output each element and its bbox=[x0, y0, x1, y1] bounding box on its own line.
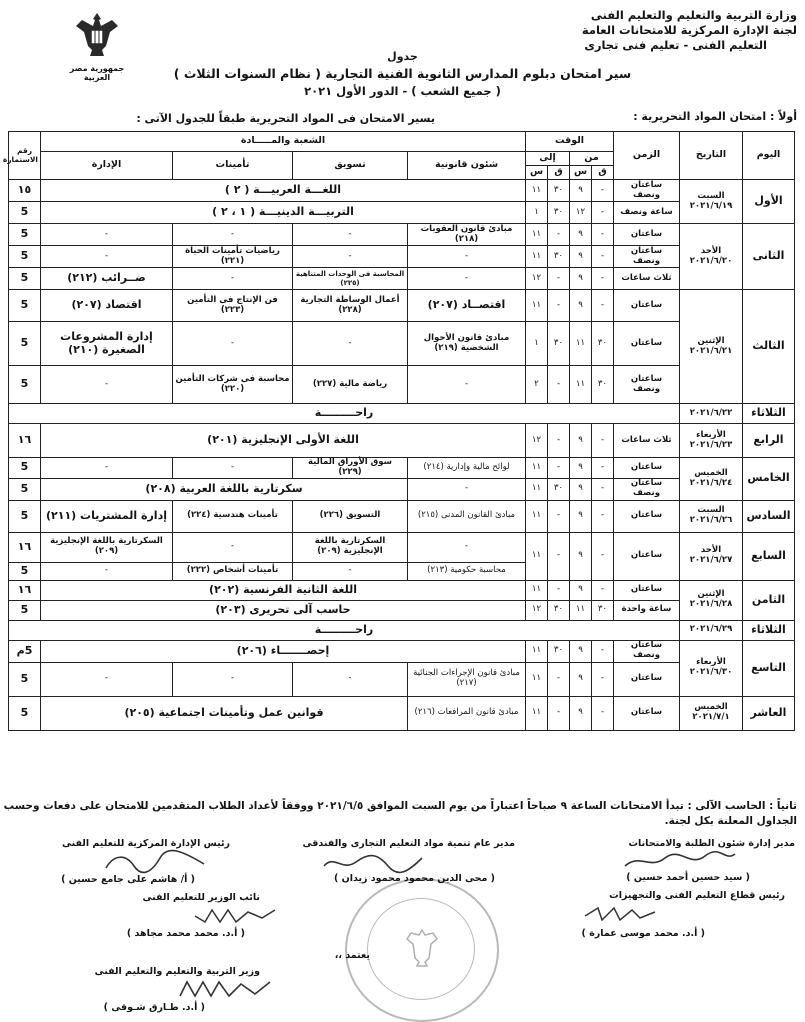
ministry-line2: لجنة الإدارة المركزية للامتحانات العامة bbox=[581, 23, 797, 37]
date-cell: السبت ٢٠٢١/٦/٢٦ bbox=[680, 500, 743, 532]
header-to: إلى bbox=[526, 152, 570, 166]
table-row bbox=[9, 290, 795, 322]
legal-cell: - bbox=[408, 268, 526, 290]
signature-scribble-6 bbox=[175, 976, 275, 1002]
admin-cell: إدارة المشروعات الصغيرة (٢١٠) bbox=[41, 322, 173, 366]
date-cell: الإثنين ٢٠٢١/٦/٢٨ bbox=[680, 580, 743, 620]
header-from-hour: س bbox=[570, 166, 592, 180]
table-row bbox=[9, 404, 795, 424]
header-lists: رقم الاستمارة bbox=[9, 132, 41, 180]
from-hour-cell: ٩ bbox=[570, 580, 592, 600]
signature-scribble-3 bbox=[100, 848, 210, 874]
duration-cell: ساعة واحدة bbox=[614, 600, 680, 620]
to-min-cell: ٣٠ bbox=[548, 246, 570, 268]
to-hour-cell: ١١ bbox=[526, 458, 548, 479]
ministry-line3: التعليم الفنى - تعليم فنى تجارى bbox=[584, 38, 767, 52]
marketing-cell: سوق الأوراق المالية (٢٢٩) bbox=[293, 458, 408, 479]
to-min-cell: ٣٠ bbox=[548, 478, 570, 500]
table-row bbox=[9, 620, 795, 640]
subject-cell: إحصـــــــاء (٢٠٦) bbox=[41, 640, 526, 662]
to-min-cell: - bbox=[548, 366, 570, 404]
admin-cell: - bbox=[41, 458, 173, 479]
from-hour-cell: ١١ bbox=[570, 366, 592, 404]
to-min-cell: ٣٠ bbox=[548, 322, 570, 366]
insurance-cell: - bbox=[173, 268, 293, 290]
subject-cell: اللغـــة العربيـــة ( ٢ ) bbox=[41, 180, 526, 202]
legal-cell: - bbox=[408, 246, 526, 268]
to-hour-cell: ٢ bbox=[526, 366, 548, 404]
from-min-cell: - bbox=[592, 268, 614, 290]
to-min-cell: - bbox=[548, 662, 570, 696]
day-cell: الخامس bbox=[743, 458, 795, 501]
insurance-cell: تأمينات هندسية (٢٢٤) bbox=[173, 500, 293, 532]
to-min-cell: ٣٠ bbox=[548, 180, 570, 202]
admin-cell: - bbox=[41, 562, 173, 580]
subject-cell: اللغة الثانية الفرنسية (٢٠٢) bbox=[41, 580, 526, 600]
from-hour-cell: ٩ bbox=[570, 268, 592, 290]
header-admin: الإدارة bbox=[41, 152, 173, 180]
admin-cell: - bbox=[41, 662, 173, 696]
marketing-cell: - bbox=[293, 246, 408, 268]
date-cell: الأربعاء ٢٠٢١/٦/٢٣ bbox=[680, 424, 743, 458]
insurance-cell: - bbox=[173, 532, 293, 562]
to-hour-cell: ١١ bbox=[526, 580, 548, 600]
list-cell: 5 bbox=[9, 478, 41, 500]
header-day: اليوم bbox=[743, 132, 795, 180]
legal-cell: - bbox=[408, 366, 526, 404]
to-min-cell: - bbox=[548, 696, 570, 730]
list-cell: ١٦ bbox=[9, 424, 41, 458]
to-min-cell: ٣٠ bbox=[548, 202, 570, 224]
subject-cell: حاسب آلى تحريرى (٢٠٣) bbox=[41, 600, 526, 620]
list-cell: ١٥ bbox=[9, 180, 41, 202]
from-hour-cell: ٩ bbox=[570, 424, 592, 458]
header-from-min: ق bbox=[592, 166, 614, 180]
duration-cell: ساعتان bbox=[614, 500, 680, 532]
legal-cell: مبادئ قانون الإجراءات الجنائية (٢١٧) bbox=[408, 662, 526, 696]
day-cell: الثلاثاء bbox=[743, 620, 795, 640]
from-hour-cell: ٩ bbox=[570, 478, 592, 500]
duration-cell: ساعتان bbox=[614, 696, 680, 730]
to-hour-cell: ١١ bbox=[526, 290, 548, 322]
duration-cell: ثلاث ساعات bbox=[614, 268, 680, 290]
seal-eagle-icon bbox=[405, 928, 439, 968]
signature-title-4: رئيس قطاع التعليم الفنى والتجهيزات bbox=[609, 890, 785, 901]
day-cell: الثانى bbox=[743, 224, 795, 290]
emblem-caption: جمهورية مصر العربية bbox=[69, 64, 125, 82]
list-cell: 5 bbox=[9, 662, 41, 696]
day-cell: التاسع bbox=[743, 640, 795, 696]
to-hour-cell: ١ bbox=[526, 202, 548, 224]
list-cell: 5م bbox=[9, 640, 41, 662]
footer-note-line2: الجداول المعلنة بكل لجنة. bbox=[664, 815, 797, 827]
subject-cell: سكرتارية باللغة العربية (٢٠٨) bbox=[41, 478, 408, 500]
list-cell: 5 bbox=[9, 500, 41, 532]
duration-cell: ساعتان bbox=[614, 662, 680, 696]
legal-cell: اقتصــاد (٢٠٧) bbox=[408, 290, 526, 322]
list-cell: 5 bbox=[9, 224, 41, 246]
day-cell: العاشر bbox=[743, 696, 795, 730]
duration-cell: ساعة ونصف bbox=[614, 202, 680, 224]
table-row bbox=[9, 180, 795, 202]
table-row bbox=[9, 246, 795, 268]
title-main: سير امتحان دبلوم المدارس الثانوية الفنية التجارية ( نظام السنوات الثلاث ) bbox=[173, 66, 632, 81]
table-row bbox=[9, 202, 795, 224]
table-row bbox=[9, 532, 795, 562]
table-row bbox=[9, 696, 795, 730]
marketing-cell: رياضة مالية (٢٢٧) bbox=[293, 366, 408, 404]
signature-title-3: رئيس الإدارة المركزية للتعليم الفنى bbox=[61, 838, 230, 849]
admin-cell: اقتصاد (٢٠٧) bbox=[41, 290, 173, 322]
marketing-cell: السكرتارية باللغة الإنجليزية (٢٠٩) bbox=[293, 532, 408, 562]
header-duration: الزمن bbox=[614, 132, 680, 180]
title-word: جدول bbox=[387, 50, 418, 63]
signature-scribble-4 bbox=[580, 902, 660, 926]
insurance-cell: محاسبة فى شركات التأمين (٢٢٠) bbox=[173, 366, 293, 404]
from-min-cell: - bbox=[592, 246, 614, 268]
from-min-cell: ٣٠ bbox=[592, 366, 614, 404]
list-cell: 5 bbox=[9, 600, 41, 620]
approval-mark: يعتمد ،، bbox=[334, 950, 370, 961]
date-cell: ٢٠٢١/٦/٢٩ bbox=[680, 620, 743, 640]
date-cell: السبت ٢٠٢١/٦/١٩ bbox=[680, 180, 743, 224]
from-min-cell: - bbox=[592, 458, 614, 479]
marketing-cell: التسويق (٢٢٦) bbox=[293, 500, 408, 532]
from-min-cell: - bbox=[592, 580, 614, 600]
legal-cell: لوائح مالية وإدارية (٢١٤) bbox=[408, 458, 526, 479]
to-hour-cell: ١ bbox=[526, 322, 548, 366]
from-min-cell: ٣٠ bbox=[592, 600, 614, 620]
from-hour-cell: ٩ bbox=[570, 290, 592, 322]
header-insurance: تأمينات bbox=[173, 152, 293, 180]
insurance-cell: - bbox=[173, 224, 293, 246]
list-cell: 5 bbox=[9, 696, 41, 730]
from-min-cell: - bbox=[592, 180, 614, 202]
to-hour-cell: ١١ bbox=[526, 662, 548, 696]
section1-label: أولاً : امتحان المواد التحريرية : bbox=[633, 110, 797, 123]
duration-cell: ساعتان ونصف bbox=[614, 180, 680, 202]
marketing-cell: المحاسبة فى الوحدات المتناهية (٢٢٥) bbox=[293, 268, 408, 290]
duration-cell: ساعتان bbox=[614, 290, 680, 322]
duration-cell: ساعتان ونصف bbox=[614, 366, 680, 404]
from-min-cell: - bbox=[592, 424, 614, 458]
to-hour-cell: ١١ bbox=[526, 640, 548, 662]
legal-cell: مبادئ قانون الأحوال الشخصية (٢١٩) bbox=[408, 322, 526, 366]
subject-cell: التربيـــة الدينيـــة ( ١ ، ٢ ) bbox=[41, 202, 526, 224]
date-cell: الأربعاء ٢٠٢١/٦/٣٠ bbox=[680, 640, 743, 696]
from-hour-cell: ١١ bbox=[570, 322, 592, 366]
list-cell: 5 bbox=[9, 268, 41, 290]
day-cell: الثلاثاء bbox=[743, 404, 795, 424]
legal-cell: مبادئ القانون المدنى (٢١٥) bbox=[408, 500, 526, 532]
list-cell: 5 bbox=[9, 246, 41, 268]
header-to-min: ق bbox=[548, 166, 570, 180]
from-min-cell: - bbox=[592, 478, 614, 500]
from-hour-cell: ٩ bbox=[570, 224, 592, 246]
table-row bbox=[9, 458, 795, 479]
marketing-cell: - bbox=[293, 322, 408, 366]
signature-title-5: نائب الوزير للتعليم الفنى bbox=[142, 892, 260, 903]
marketing-cell: - bbox=[293, 562, 408, 580]
from-min-cell: - bbox=[592, 696, 614, 730]
to-min-cell: ٣٠ bbox=[548, 600, 570, 620]
from-min-cell: - bbox=[592, 640, 614, 662]
duration-cell: ساعتان bbox=[614, 224, 680, 246]
day-cell: الثامن bbox=[743, 580, 795, 620]
insurance-cell: فن الإنتاج فى التأمين (٢٢٣) bbox=[173, 290, 293, 322]
day-cell: الثالث bbox=[743, 290, 795, 404]
signature-scribble-1 bbox=[620, 848, 740, 874]
header-date: التاريخ bbox=[680, 132, 743, 180]
to-min-cell: - bbox=[548, 290, 570, 322]
table-row bbox=[9, 268, 795, 290]
admin-cell: السكرتارية باللغة الإنجليزية (٢٠٩) bbox=[41, 532, 173, 562]
from-hour-cell: ٩ bbox=[570, 180, 592, 202]
insurance-cell: - bbox=[173, 458, 293, 479]
to-min-cell: - bbox=[548, 224, 570, 246]
duration-cell: ساعتان ونصف bbox=[614, 640, 680, 662]
exam-schedule-table bbox=[2, 131, 795, 731]
insurance-cell: تأمينات أشخاص (٢٢٢) bbox=[173, 562, 293, 580]
admin-cell: - bbox=[41, 246, 173, 268]
to-min-cell: - bbox=[548, 532, 570, 580]
header-from: من bbox=[570, 152, 614, 166]
from-hour-cell: ٩ bbox=[570, 532, 592, 580]
marketing-cell: - bbox=[293, 224, 408, 246]
legal-cell: مبادئ قانون المرافعات (٢١٦) bbox=[408, 696, 526, 730]
list-cell: 5 bbox=[9, 322, 41, 366]
from-min-cell: - bbox=[592, 662, 614, 696]
footer-note-line1: ثانياً : الحاسب الآلى : تبدأ الامتحانات الساعة ٩ صباحاً اعتباراً من يوم السبت الموافق ٢٠٢١/٦/٥ ووفقاً لأعداد الطلاب المتقدمين للامتحان على دفعات وحسب bbox=[3, 800, 797, 812]
to-min-cell: ٣٠ bbox=[548, 640, 570, 662]
subject-cell: قوانين عمل وتأمينات اجتماعية (٢٠٥) bbox=[41, 696, 408, 730]
from-min-cell: ٣٠ bbox=[592, 322, 614, 366]
header-marketing: تسويق bbox=[293, 152, 408, 180]
duration-cell: ساعتان bbox=[614, 580, 680, 600]
admin-cell: - bbox=[41, 366, 173, 404]
day-cell: السادس bbox=[743, 500, 795, 532]
list-cell: 5 bbox=[9, 290, 41, 322]
to-hour-cell: ١١ bbox=[526, 478, 548, 500]
signature-name-2: ( محى الدين محمود محمود زيدان ) bbox=[333, 873, 495, 884]
table-row bbox=[9, 662, 795, 696]
header-to-hour: س bbox=[526, 166, 548, 180]
insurance-cell: - bbox=[173, 322, 293, 366]
section1-note: يسير الامتحان فى المواد التحريرية طبقاً للجدول الآتى : bbox=[136, 112, 435, 125]
table-row bbox=[9, 424, 795, 458]
rest-cell: راحـــــــــة bbox=[9, 404, 680, 424]
table-row bbox=[9, 224, 795, 246]
signature-title-6: وزير التربية والتعليم والتعليم الفنى bbox=[94, 966, 260, 977]
list-cell: ١٦ bbox=[9, 580, 41, 600]
from-hour-cell: ٩ bbox=[570, 246, 592, 268]
table-row bbox=[9, 478, 795, 500]
list-cell: ١٦ bbox=[9, 532, 41, 562]
header-branch: الشعبة والمـــــادة bbox=[41, 132, 526, 152]
table-row bbox=[9, 600, 795, 620]
date-cell: الأحد ٢٠٢١/٦/٢٧ bbox=[680, 532, 743, 580]
ministry-header bbox=[582, 8, 797, 53]
table-row bbox=[9, 640, 795, 662]
from-hour-cell: ٩ bbox=[570, 640, 592, 662]
to-hour-cell: ١١ bbox=[526, 180, 548, 202]
to-hour-cell: ١٢ bbox=[526, 268, 548, 290]
header-time: الوقت bbox=[526, 132, 614, 152]
marketing-cell: أعمال الوساطة التجارية (٢٢٨) bbox=[293, 290, 408, 322]
from-min-cell: - bbox=[592, 500, 614, 532]
signature-name-4: ( أ.د. محمد موسى عمارة ) bbox=[581, 928, 705, 939]
to-min-cell: - bbox=[548, 424, 570, 458]
legal-cell: مبادئ قانون العقوبات (٢١٨) bbox=[408, 224, 526, 246]
from-hour-cell: ٩ bbox=[570, 500, 592, 532]
from-min-cell: - bbox=[592, 202, 614, 224]
marketing-cell: - bbox=[293, 662, 408, 696]
from-min-cell: - bbox=[592, 224, 614, 246]
to-hour-cell: ١١ bbox=[526, 696, 548, 730]
header-legal: شئون قانونية bbox=[408, 152, 526, 180]
list-cell: 5 bbox=[9, 458, 41, 479]
to-hour-cell: ١١ bbox=[526, 224, 548, 246]
from-hour-cell: ١٢ bbox=[570, 202, 592, 224]
title-sub: ( جميع الشعب ) - الدور الأول ٢٠٢١ bbox=[304, 84, 501, 98]
duration-cell: ساعتان ونصف bbox=[614, 246, 680, 268]
duration-cell: ساعتان bbox=[614, 532, 680, 580]
to-hour-cell: ١١ bbox=[526, 500, 548, 532]
insurance-cell: رياضيات تأمينات الحياة (٢٢١) bbox=[173, 246, 293, 268]
date-cell: الخميس ٢٠٢١/٧/١ bbox=[680, 696, 743, 730]
date-cell: ٢٠٢١/٦/٢٢ bbox=[680, 404, 743, 424]
table-row bbox=[9, 322, 795, 366]
rest-cell: راحـــــــــة bbox=[9, 620, 680, 640]
table-row bbox=[9, 366, 795, 404]
list-cell: 5 bbox=[9, 202, 41, 224]
signature-name-1: ( سيد حسين أحمد حسين ) bbox=[626, 872, 750, 883]
table-row bbox=[9, 580, 795, 600]
duration-cell: ساعتان bbox=[614, 322, 680, 366]
signature-name-6: ( أ.د. طـارق شـوقى ) bbox=[103, 1002, 205, 1013]
date-cell: الأحد ٢٠٢١/٦/٢٠ bbox=[680, 224, 743, 290]
admin-cell: - bbox=[41, 224, 173, 246]
legal-cell: محاسبة حكومية (٢١٣) bbox=[408, 562, 526, 580]
day-cell: الأول bbox=[743, 180, 795, 224]
to-hour-cell: ١٢ bbox=[526, 600, 548, 620]
from-min-cell: - bbox=[592, 290, 614, 322]
duration-cell: ساعتان bbox=[614, 458, 680, 479]
duration-cell: ساعتان ونصف bbox=[614, 478, 680, 500]
date-cell: الإثنين ٢٠٢١/٦/٢١ bbox=[680, 290, 743, 404]
to-hour-cell: ١١ bbox=[526, 246, 548, 268]
signature-name-5: ( أ.د. محمد محمد مجاهد ) bbox=[126, 928, 245, 939]
from-min-cell: - bbox=[592, 532, 614, 580]
subject-cell: اللغة الأولى الإنجليزية (٢٠١) bbox=[41, 424, 526, 458]
table-row bbox=[9, 500, 795, 532]
legal-cell: - bbox=[408, 532, 526, 562]
to-min-cell: - bbox=[548, 580, 570, 600]
from-hour-cell: ٩ bbox=[570, 662, 592, 696]
signature-scribble-5 bbox=[190, 904, 280, 928]
signature-title-1: مدير إدارة شئون الطلبة والامتحانات bbox=[628, 838, 795, 849]
from-hour-cell: ٩ bbox=[570, 458, 592, 479]
from-hour-cell: ١١ bbox=[570, 600, 592, 620]
list-cell: 5 bbox=[9, 562, 41, 580]
day-cell: الرابع bbox=[743, 424, 795, 458]
signature-title-2: مدير عام تنمية مواد التعليم التجارى والفندقى bbox=[302, 838, 515, 849]
legal-cell: - bbox=[408, 478, 526, 500]
ministry-line1: وزارة التربية والتعليم والتعليم الفنى bbox=[590, 8, 797, 22]
date-cell: الخميس ٢٠٢١/٦/٢٤ bbox=[680, 458, 743, 501]
duration-cell: ثلاث ساعات bbox=[614, 424, 680, 458]
to-min-cell: - bbox=[548, 500, 570, 532]
admin-cell: إدارة المشتريات (٢١١) bbox=[41, 500, 173, 532]
to-min-cell: - bbox=[548, 458, 570, 479]
signature-name-3: ( أ/ هاشم على جامع حسين ) bbox=[61, 874, 195, 885]
to-hour-cell: ١١ bbox=[526, 532, 548, 580]
day-cell: السابع bbox=[743, 532, 795, 580]
to-min-cell: - bbox=[548, 268, 570, 290]
list-cell: 5 bbox=[9, 366, 41, 404]
to-hour-cell: ١٢ bbox=[526, 424, 548, 458]
admin-cell: ضــرائب (٢١٢) bbox=[41, 268, 173, 290]
insurance-cell: - bbox=[173, 662, 293, 696]
from-hour-cell: ٩ bbox=[570, 696, 592, 730]
